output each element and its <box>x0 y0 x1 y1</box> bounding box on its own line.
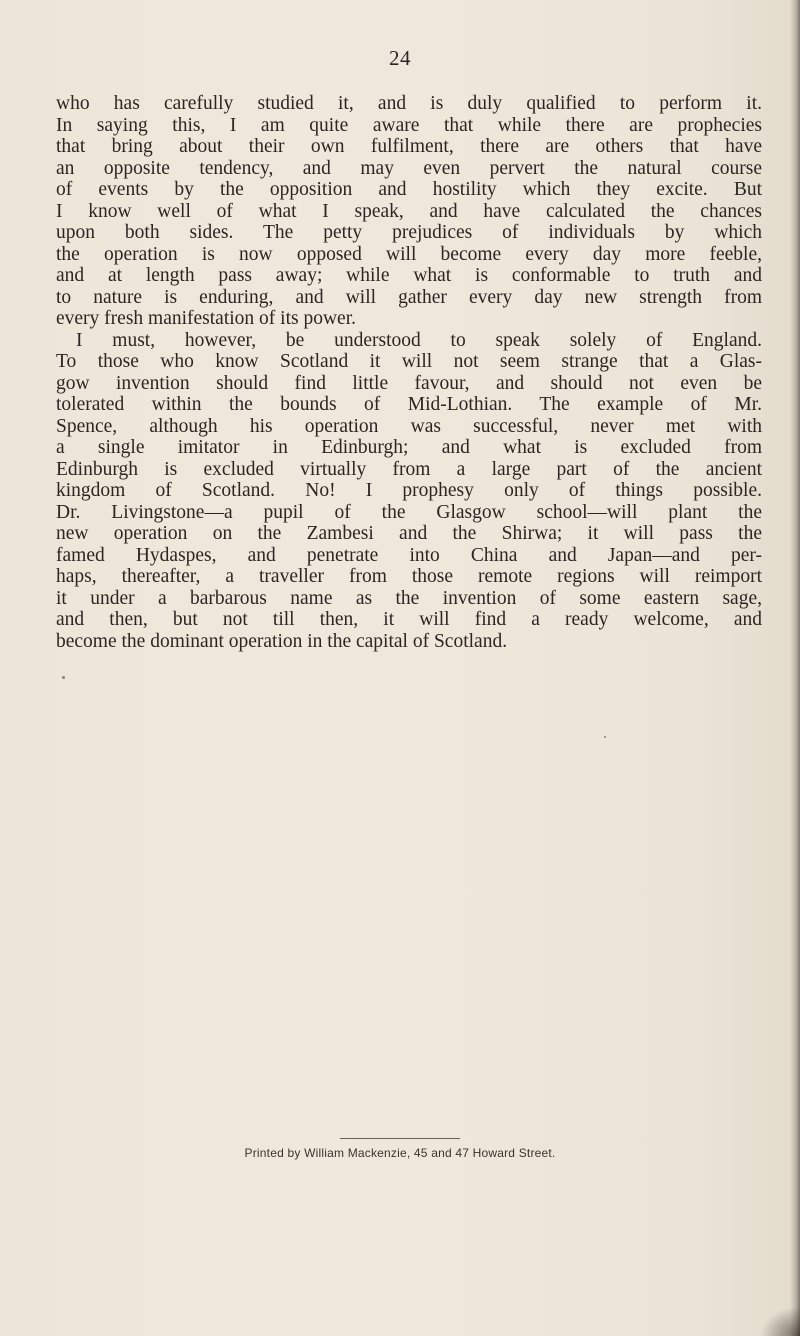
text-line: a single imitator in Edinburgh; and what is excluded from <box>56 437 762 458</box>
text-line: and then, but not till then, it will find a ready welcome, and <box>56 609 762 630</box>
text-line: Edinburgh is excluded virtually from a large part of the ancient <box>56 458 762 480</box>
text-line: In saying this, I am quite aware that while there are prophecies <box>56 114 762 136</box>
page-number: 24 <box>389 46 411 70</box>
text-line: I know well of what I speak, and have calculated the chances <box>56 200 762 222</box>
text-line: an opposite tendency, and may even pervert the natural course <box>56 157 762 179</box>
text-line: new operation on the Zambesi and the Shirwa; it will pass the <box>56 523 762 544</box>
body-text <box>56 93 762 652</box>
text-line: the operation is now opposed will become every day more feeble, <box>56 243 762 265</box>
ink-speck <box>62 676 65 679</box>
text-line: that bring about their own fulfilment, there are others that have <box>56 136 762 157</box>
printer-imprint: Printed by William Mackenzie, 45 and 47 Howard Street. <box>244 1146 556 1160</box>
imprint-rule <box>340 1138 460 1139</box>
text-line: haps, thereafter, a traveller from those remote regions will reimport <box>56 566 762 587</box>
text-line: upon both sides. The petty prejudices of individuals by which <box>56 222 762 243</box>
text-line: who has carefully studied it, and is duly qualified to perform it. <box>56 93 762 114</box>
text-line: every fresh manifestation of its power. <box>56 308 356 329</box>
paragraph-2 <box>56 330 762 653</box>
text-line: famed Hydaspes, and penetrate into China and Japan—and per- <box>56 544 762 566</box>
text-line: Spence, although his operation was successful, never met with <box>56 415 762 437</box>
text-line: Dr. Livingstone—a pupil of the Glasgow school—will plant the <box>56 501 762 523</box>
text-line: kingdom of Scotland. No! I prophesy only of things possible. <box>56 480 762 501</box>
paragraph-1 <box>56 93 762 330</box>
text-line: To those who know Scotland it will not seem strange that a Glas- <box>56 351 762 372</box>
page-edge-shadow <box>790 0 800 1336</box>
text-line: tolerated within the bounds of Mid-Lothian. The example of Mr. <box>56 394 762 415</box>
text-line: it under a barbarous name as the invention of some eastern sage, <box>56 587 762 609</box>
text-line: gow invention should find little favour, and should not even be <box>56 372 762 394</box>
page-corner-shadow <box>760 1306 800 1336</box>
text-line: become the dominant operation in the capital of Scotland. <box>56 630 508 652</box>
text-line: I must, however, be understood to speak solely of England. <box>76 329 762 351</box>
text-line: and at length pass away; while what is conformable to truth and <box>56 265 762 286</box>
ink-speck <box>604 736 606 738</box>
text-line: to nature is enduring, and will gather every day new strength from <box>56 286 762 308</box>
text-line: of events by the opposition and hostility which they excite. But <box>56 179 762 200</box>
